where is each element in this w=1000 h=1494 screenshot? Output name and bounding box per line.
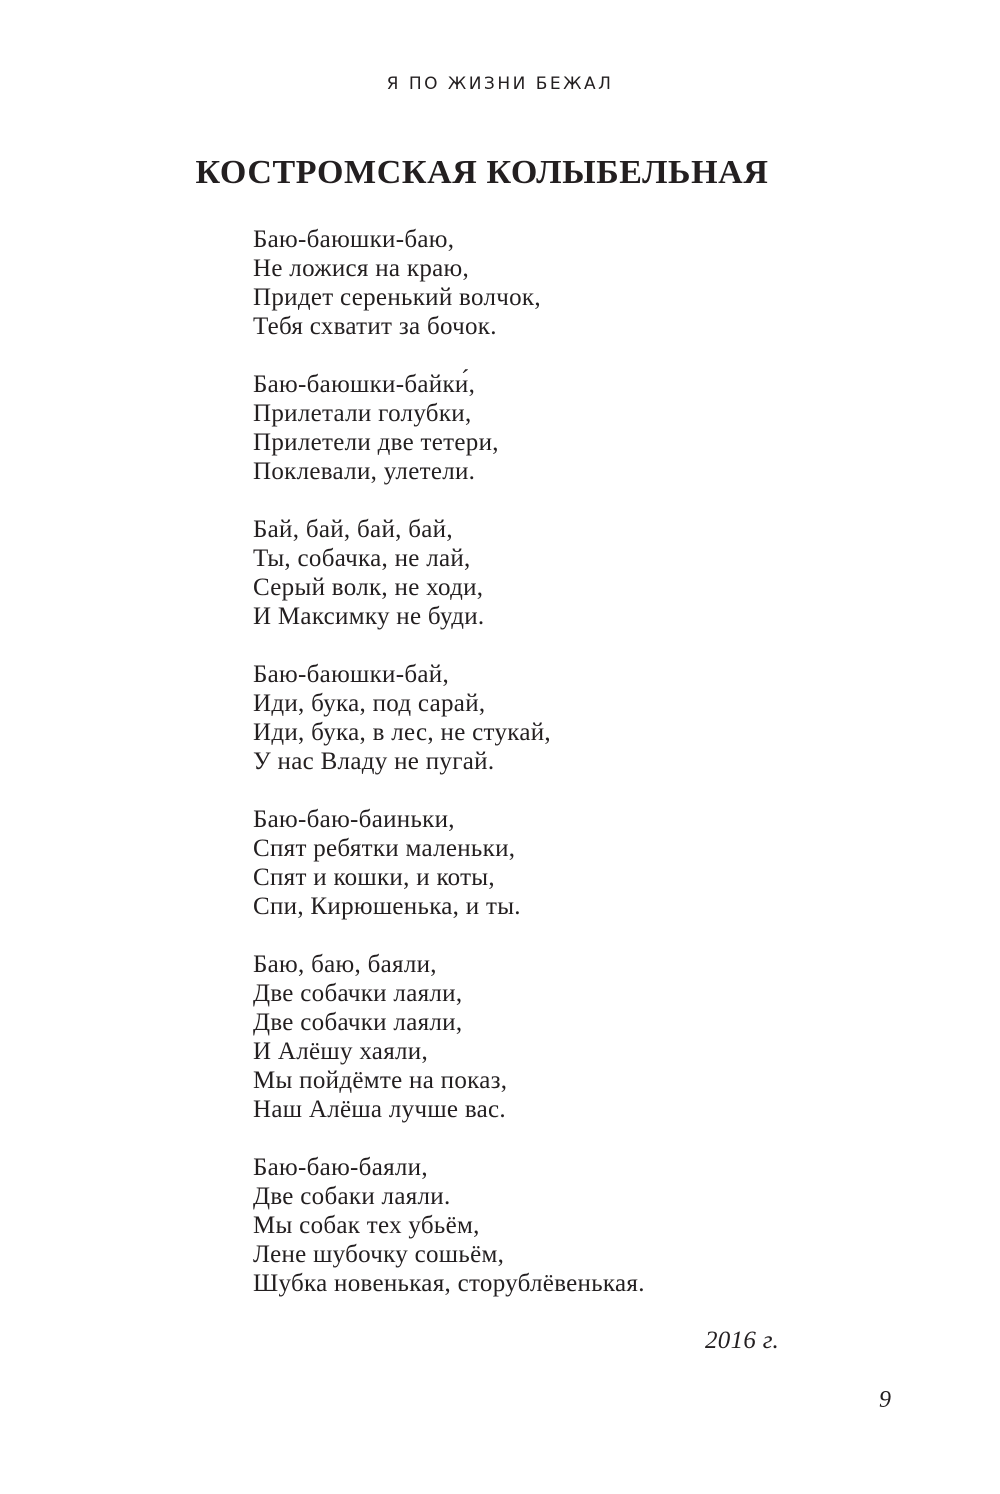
verse-line: Спят и кошки, и коты,	[253, 864, 495, 891]
verse-line: Иди, бука, под сарай,	[253, 690, 486, 717]
verse-line: Баю-баюшки-бай,	[253, 661, 449, 688]
verse-line: Баю-баю-баяли,	[253, 1154, 428, 1181]
verse-line: Спи, Кирюшенька, и ты.	[253, 893, 521, 920]
verse-line: Две собачки лаяли,	[253, 980, 463, 1007]
verse-line: Бай, бай, бай, бай,	[253, 516, 453, 543]
verse-line: Прилетели две тетери,	[253, 429, 499, 456]
verse-line: Серый волк, не ходи,	[253, 574, 484, 601]
verse-line: Ты, собачка, не лай,	[253, 545, 471, 572]
verse-line: Иди, бука, в лес, не стукай,	[253, 719, 551, 746]
stanza	[253, 1153, 813, 1298]
verse-line: Не ложися на краю,	[253, 255, 470, 282]
running-head: Я ПО ЖИЗНИ БЕЖАЛ	[386, 74, 614, 94]
verse-line: У нас Владу не пугай.	[253, 748, 495, 775]
verse-line: Баю-баюшки-баю,	[253, 226, 455, 253]
verse-line: Прилетали голубки,	[253, 400, 472, 427]
poem-date: 2016 г.	[704, 1327, 779, 1354]
verse-line: Спят ребятки маленьки,	[253, 835, 516, 862]
stanza	[253, 225, 813, 341]
verse-line: Придет серенький волчок,	[253, 284, 541, 311]
verse-line: Лене шубочку сошьём,	[253, 1241, 505, 1268]
verse-line: Две собаки лаяли.	[253, 1183, 451, 1210]
stanza	[253, 515, 813, 631]
poem-body	[253, 225, 813, 1327]
verse-line: Две собачки лаяли,	[253, 1009, 463, 1036]
verse-line: Шубка новенькая, сторублёвенькая.	[253, 1270, 645, 1297]
verse-line: Баю, баю, баяли,	[253, 951, 437, 978]
page-number: 9	[879, 1387, 891, 1413]
verse-line: И Алёшу хаяли,	[253, 1038, 429, 1065]
verse-line: И Максимку не буди.	[253, 603, 485, 630]
verse-line: Поклевали, улетели.	[253, 458, 476, 485]
verse-line: Мы собак тех убьём,	[253, 1212, 480, 1239]
stanza	[253, 950, 813, 1124]
stanza	[253, 370, 813, 486]
verse-line: Баю-баю-баиньки,	[253, 806, 455, 833]
verse-line: Тебя схватит за бочок.	[253, 313, 497, 340]
verse-line: Наш Алёша лучше вас.	[253, 1096, 506, 1123]
stanza	[253, 805, 813, 921]
verse-line: Мы пойдёмте на показ,	[253, 1067, 508, 1094]
stanza	[253, 660, 813, 776]
poem-title: КОСТРОМСКАЯ КОЛЫБЕЛЬНАЯ	[195, 154, 769, 191]
verse-line: Баю-баюшки-байки́,	[253, 371, 476, 398]
